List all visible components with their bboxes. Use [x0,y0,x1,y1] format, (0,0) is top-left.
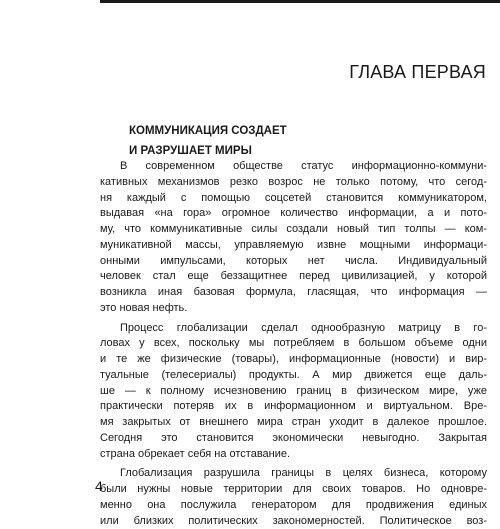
text-line: В современном обществе статус информационно-коммуни- [100,159,487,175]
text-line: мя закрытых от внешнего мира стран уходит в далекое прошлое. [100,415,487,431]
text-line: Процесс глобализации сделал однообразную матрицу в го- [100,321,487,337]
text-line: ловах у всех, поскольку мы потребляем в большом объеме одни [100,336,487,352]
text-line: онными импульсами, которых нет числа. Индивидуальный [100,254,487,270]
text-line: страна обрекает себя на отставание. [100,447,487,463]
text-line: муникативной массы, управляемую извне мощными информаци- [100,238,487,254]
text-line: были нужны новые территории для своих товаров. Но одновре- [100,482,487,498]
text-line: кативных механизмов резко возрос не только потому, что сегод- [100,175,487,191]
paragraph [100,466,487,529]
text-line: Сегодня это становится экономически невыгодно. Закрытая [100,431,487,447]
section-heading-line: И РАЗРУШАЕТ МИРЫ [129,141,287,161]
text-line: человек стал еще беззащитнее перед цивилизацией, у которой [100,269,487,285]
body-text [100,159,487,529]
text-line: Глобализация разрушила границы в целях бизнеса, которому [100,466,487,482]
chapter-title: ГЛАВА ПЕРВАЯ [349,62,486,83]
text-line: возникла иная базовая формула, гласящая, что информация — [100,285,487,301]
text-line: или близких политических закономерностей. Политическое воз- [100,514,487,529]
text-line: му, что коммуникативные силы создали новый тип толпы — ком- [100,222,487,238]
text-line: ше — к полному исчезновению границ в физическом мире, уже [100,384,487,400]
page-number: 4 [95,478,103,494]
text-line: ня каждый с помощью соцсетей становится коммуникатором, [100,191,487,207]
text-line: выдавая «на гора» огромное количество информации, а и пото- [100,206,487,222]
section-heading-line: КОММУНИКАЦИЯ СОЗДАЕТ [129,121,287,141]
text-line: практически потеряв их в информационном и виртуальном. Вре- [100,399,487,415]
text-line: менно она послужила генератором для продвижения единых [100,498,487,514]
text-line: это новая нефть. [100,301,487,317]
top-rule [100,0,500,3]
paragraph [100,159,487,317]
text-line: и те же физические (товары), информационные (новости) и вир- [100,352,487,368]
text-line: туальные (телесериалы) продукты. А мир движется еще даль- [100,368,487,384]
paragraph [100,321,487,463]
section-heading [129,121,287,161]
